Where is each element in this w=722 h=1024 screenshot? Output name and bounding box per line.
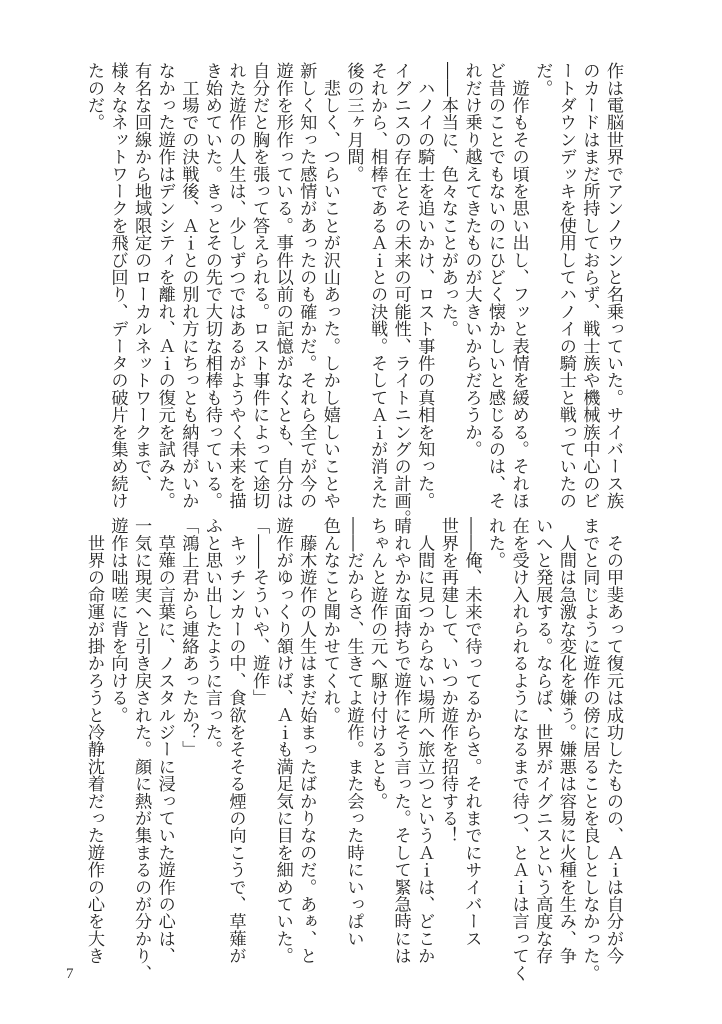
text-line: のカードはまだ所持しておらず、戦士族や機械族中心のビ <box>579 62 600 510</box>
text-line: 遊作を形作っている。事件以前の記憶がなくとも、自分は <box>272 62 293 510</box>
page-number: 7 <box>66 966 74 982</box>
text-line: 後の三ヶ月間。 <box>343 62 364 183</box>
text-line: 一気に現実へと引き戻された。顔に熱が集まるのが分かり、 <box>131 517 152 982</box>
text-line: 「――そういや、遊作」 <box>249 517 270 707</box>
text-line: 人間は急激な変化を嫌う。嫌悪は容易に火種を生み、争 <box>555 517 576 965</box>
text-line: なかった遊作はデンシティを離れ、Ａｉの復元を試みた。 <box>154 62 175 510</box>
text-block-bottom <box>79 517 624 982</box>
text-line: たのだ。 <box>83 62 104 131</box>
text-line: 新しく知った感情があったのも確かだ。それら全てが今の <box>296 62 317 510</box>
text-line: 自分だと胸を張って答えられる。ロスト事件によって途切 <box>249 62 270 510</box>
text-line: 遊作もその頃を思い出し、フッと表情を緩める。それほ <box>508 62 529 510</box>
text-line: 有名な回線から地域限定のローカルネットワークまで、 <box>131 62 152 492</box>
text-line: ――だからさ、生きてよ遊作。また会った時にいっぱい <box>343 517 364 947</box>
text-line: 作は電脳世界でアンノウンと名乗っていた。サイバース族 <box>603 62 623 510</box>
text-line: ど昔のことでもないのにひどく懐かしいと感じるのは、そ <box>485 62 506 510</box>
text-line: 晴れやかな面持ちで遊作にそう言った。そして緊急時には <box>390 517 411 965</box>
text-line: 遊作は咄嗟に背を向ける。 <box>107 517 128 724</box>
text-line: き始めていた。きっとその先で大切な相棒も待っている。 <box>201 62 222 510</box>
text-line: ふと思い出したように言った。 <box>201 517 222 758</box>
text-line: れた遊作の人生は、少しずつではあるがようやく未来を描 <box>225 62 246 510</box>
text-line: 在を受け入れられるようになるまで待つ、とＡｉは言ってく <box>508 517 529 982</box>
text-line: 色んなこと聞かせてくれ。 <box>319 517 340 724</box>
text-line: その甲斐あって復元は成功したものの、Ａｉは自分が今 <box>603 517 623 965</box>
text-line: れた。 <box>485 517 506 569</box>
text-line: いへと発展する。ならば、世界がイグニスという高度な存 <box>532 517 553 965</box>
text-line: ――俺、未来で待ってるからさ。それまでにサイバース <box>461 517 482 947</box>
text-line: れだけ乗り越えてきたものが大きいからだろうか。 <box>461 62 482 458</box>
text-line: 悲しく、つらいことが沢山あった。しかし嬉しいことや <box>319 62 340 510</box>
text-line: キッチンカーの中、食欲をそそる煙の向こうで、草薙が <box>225 517 246 965</box>
text-line: ――本当に、色々なことがあった。 <box>437 62 458 338</box>
text-line: 世界を再建して、いつか遊作を招待する！ <box>437 517 458 844</box>
text-line: だ。 <box>532 62 553 97</box>
text-line: イグニスの存在とその未来の可能性、ライトニングの計画。 <box>390 62 411 527</box>
text-line: 人間に見つからない場所へ旅立つというＡｉは、どこか <box>414 517 435 965</box>
text-line: 藤木遊作の人生はまだ始まったばかりなのだ。あぁ、と <box>296 517 317 965</box>
text-line: 遊作がゆっくり頷けば、Ａｉも満足気に目を細めていた。 <box>272 517 293 965</box>
text-line: 草薙の言葉に、ノスタルジーに浸っていた遊作の心は、 <box>154 517 175 965</box>
text-line: 様々なネットワークを飛び回り、データの破片を集め続け <box>107 62 128 510</box>
text-block-top <box>79 62 624 527</box>
text-line: 「鴻上君から連絡あったか？」 <box>178 517 199 758</box>
text-line: それから、相棒であるＡｉとの決戦。そしてＡｉが消えた <box>367 62 388 510</box>
text-line: 世界の命運が掛かろうと冷静沈着だった遊作の心を大き <box>83 517 104 965</box>
text-line: ートダウンデッキを使用してハノイの騎士と戦っていたの <box>555 62 576 510</box>
text-line: までと同じように遊作の傍に居ることを良しとしなかった。 <box>579 517 600 982</box>
text-line: ハノイの騎士を追いかけ、ロスト事件の真相を知った。 <box>414 62 435 510</box>
text-line: ちゃんと遊作の元へ駆け付けるとも。 <box>367 517 388 810</box>
text-line: 工場での決戦後、Ａｉとの別れ方にちっとも納得がいか <box>178 62 199 510</box>
